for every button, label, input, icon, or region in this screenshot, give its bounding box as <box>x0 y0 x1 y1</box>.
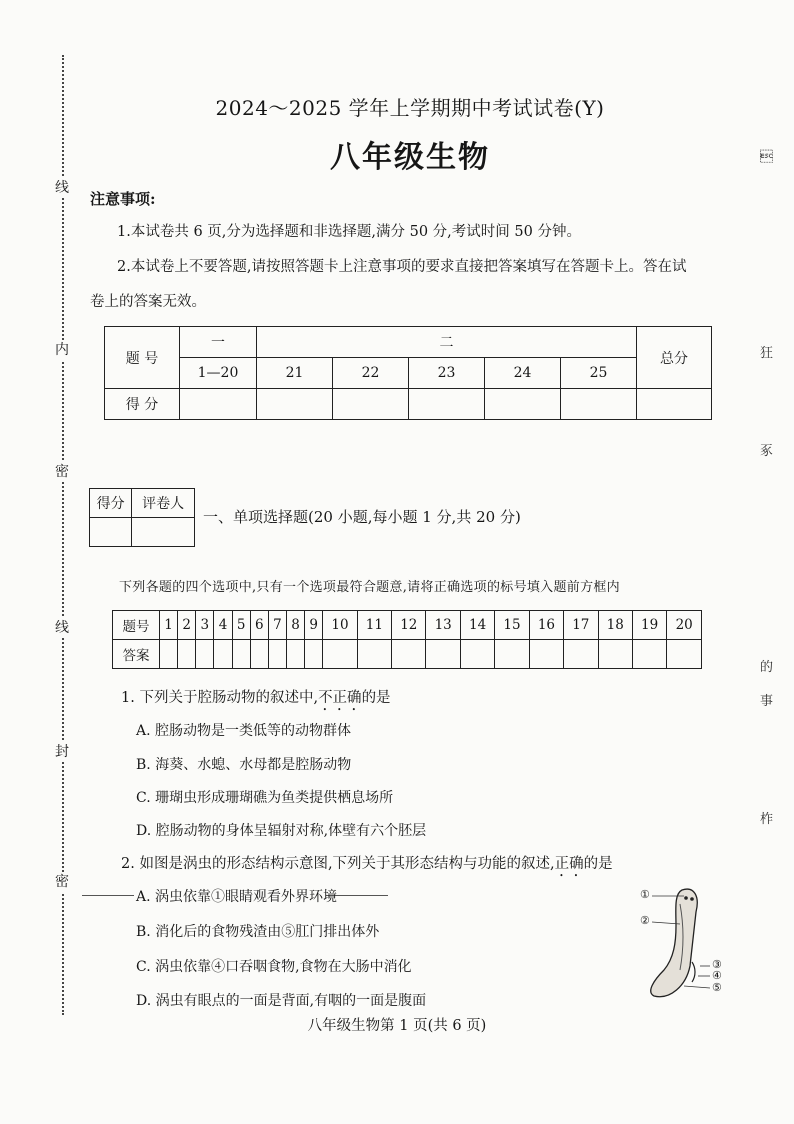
answer-cell[interactable] <box>214 640 232 669</box>
edge-char-5: 事 <box>760 694 774 709</box>
grader-name-cell[interactable] <box>132 518 195 547</box>
answer-number: 16 <box>529 611 563 640</box>
grader-table <box>89 488 195 547</box>
figure-label-5: ⑤ <box>712 981 722 994</box>
binding-dotted-line <box>62 55 64 1015</box>
answer-number: 20 <box>667 611 702 640</box>
question-1-stem: 1. 下列关于腔肠动物的叙述中,不正确的是 <box>121 690 391 706</box>
answer-table-num-label: 题号 <box>113 611 160 640</box>
q1-option-a: A. 腔肠动物是一类低等的动物群体 <box>136 723 352 739</box>
answer-number: 13 <box>426 611 460 640</box>
answer-table-ans-label: 答案 <box>113 640 160 669</box>
figure-label-4: ④ <box>712 969 722 982</box>
binding-char-5: 封 <box>52 742 72 762</box>
answer-number: 3 <box>196 611 214 640</box>
strike-rule-left <box>82 895 134 896</box>
binding-char-2: 内 <box>52 340 72 360</box>
answer-number: 18 <box>598 611 632 640</box>
q1-option-c: C. 珊瑚虫形成珊瑚礁为鱼类提供栖息场所 <box>136 790 394 806</box>
edge-char-3: 豖 <box>760 444 774 459</box>
binding-char-4: 线 <box>52 618 72 638</box>
score-table-num-label: 题 号 <box>105 327 180 389</box>
answer-cell[interactable] <box>178 640 196 669</box>
q2-option-a: A. 涡虫依靠①眼睛观看外界环境 <box>136 889 338 905</box>
exam-title: 2024～2025 学年上学期期中考试试卷(Y) <box>215 96 605 120</box>
answer-number: 11 <box>357 611 391 640</box>
answer-cell[interactable] <box>305 640 323 669</box>
section-instruction: 下列各题的四个选项中,只有一个选项最符合题意,请将正确选项的标号填入题前方框内 <box>119 580 620 595</box>
score-col: 25 <box>561 358 637 389</box>
answer-number: 19 <box>632 611 666 640</box>
answer-number: 9 <box>305 611 323 640</box>
answer-number: 15 <box>495 611 529 640</box>
answer-cell[interactable] <box>268 640 286 669</box>
score-col: 1—20 <box>180 358 257 389</box>
q1-option-b: B. 海葵、水螅、水母都是腔肠动物 <box>136 757 352 773</box>
score-col: 24 <box>485 358 561 389</box>
score-table-part2: 二 <box>257 327 637 358</box>
answer-cell[interactable] <box>632 640 666 669</box>
answer-cell[interactable] <box>196 640 214 669</box>
question-2-stem: 2. 如图是涡虫的形态结构示意图,下列关于其形态结构与功能的叙述,正确的是 <box>121 856 613 872</box>
binding-char-3: 密 <box>52 462 72 482</box>
score-cell[interactable] <box>409 389 485 420</box>
answer-number: 6 <box>250 611 268 640</box>
grader-score-cell[interactable] <box>90 518 132 547</box>
score-cell[interactable] <box>561 389 637 420</box>
answer-number: 12 <box>392 611 426 640</box>
answer-cell[interactable] <box>323 640 357 669</box>
grader-name-label: 评卷人 <box>132 489 195 518</box>
answer-cell[interactable] <box>667 640 702 669</box>
figure-label-3: ③ <box>712 958 722 971</box>
answer-cell[interactable] <box>460 640 494 669</box>
answer-cell[interactable] <box>564 640 598 669</box>
answer-number: 4 <box>214 611 232 640</box>
score-table-score-label: 得 分 <box>105 389 180 420</box>
edge-char-6: 柞 <box>760 812 774 827</box>
answer-number: 1 <box>160 611 178 640</box>
q2-option-c: C. 涡虫依靠④口吞咽食物,食物在大肠中消化 <box>136 959 412 975</box>
binding-char-1: 线 <box>52 178 72 198</box>
answer-number: 10 <box>323 611 357 640</box>
answer-cell[interactable] <box>426 640 460 669</box>
page-footer: 八年级生物第 1 页(共 6 页) <box>307 1018 487 1034</box>
answer-cell[interactable] <box>286 640 304 669</box>
score-table <box>104 326 712 420</box>
planarian-figure <box>640 882 726 1010</box>
notice-item-1: 1.本试卷共 6 页,分为选择题和非选择题,满分 50 分,考试时间 50 分钟。 <box>117 224 581 240</box>
answer-number: 2 <box>178 611 196 640</box>
answer-cell[interactable] <box>529 640 563 669</box>
score-col: 23 <box>409 358 485 389</box>
figure-label-1: ① <box>640 888 650 901</box>
section-heading: 一、单项选择题(20 小题,每小题 1 分,共 20 分) <box>203 508 521 526</box>
answer-cell[interactable] <box>160 640 178 669</box>
notice-item-2-line1: 2.本试卷上不要答题,请按照答题卡上注意事项的要求直接把答案填写在答题卡上。答在试 <box>117 259 687 275</box>
score-cell[interactable] <box>257 389 333 420</box>
answer-number: 8 <box>286 611 304 640</box>
q1-option-d: D. 腔肠动物的身体呈辐射对称,体壁有六个胚层 <box>136 823 427 839</box>
edge-char-4: 的 <box>760 660 774 675</box>
subject-title: 八年级生物 <box>330 140 490 175</box>
notice-heading: 注意事项: <box>90 190 156 208</box>
binding-char-6: 密 <box>52 872 72 892</box>
score-table-total: 总分 <box>637 327 712 389</box>
q2-option-b: B. 消化后的食物残渣由⑤肛门排出体外 <box>136 924 380 940</box>
answer-cell[interactable] <box>250 640 268 669</box>
edge-char-2: 狂 <box>760 346 774 361</box>
emphasis-text: 正确 <box>554 856 584 872</box>
answer-cell[interactable] <box>495 640 529 669</box>
answer-table <box>112 610 702 669</box>
edge-char-1:  <box>760 150 773 165</box>
score-col: 22 <box>333 358 409 389</box>
q2-option-d: D. 涡虫有眼点的一面是背面,有咽的一面是腹面 <box>136 993 427 1009</box>
notice-item-2-line2: 卷上的答案无效。 <box>90 294 206 310</box>
answer-number: 14 <box>460 611 494 640</box>
grader-score-label: 得分 <box>90 489 132 518</box>
answer-cell[interactable] <box>392 640 426 669</box>
score-table-part1: 一 <box>180 327 257 358</box>
emphasis-text: 不正确 <box>318 690 362 706</box>
answer-cell[interactable] <box>232 640 250 669</box>
score-cell[interactable] <box>485 389 561 420</box>
answer-cell[interactable] <box>598 640 632 669</box>
answer-number: 17 <box>564 611 598 640</box>
answer-cell[interactable] <box>357 640 391 669</box>
figure-label-2: ② <box>640 914 650 927</box>
score-cell[interactable] <box>333 389 409 420</box>
score-col: 21 <box>257 358 333 389</box>
answer-number: 5 <box>232 611 250 640</box>
answer-number: 7 <box>268 611 286 640</box>
score-cell[interactable] <box>637 389 712 420</box>
score-cell[interactable] <box>180 389 257 420</box>
